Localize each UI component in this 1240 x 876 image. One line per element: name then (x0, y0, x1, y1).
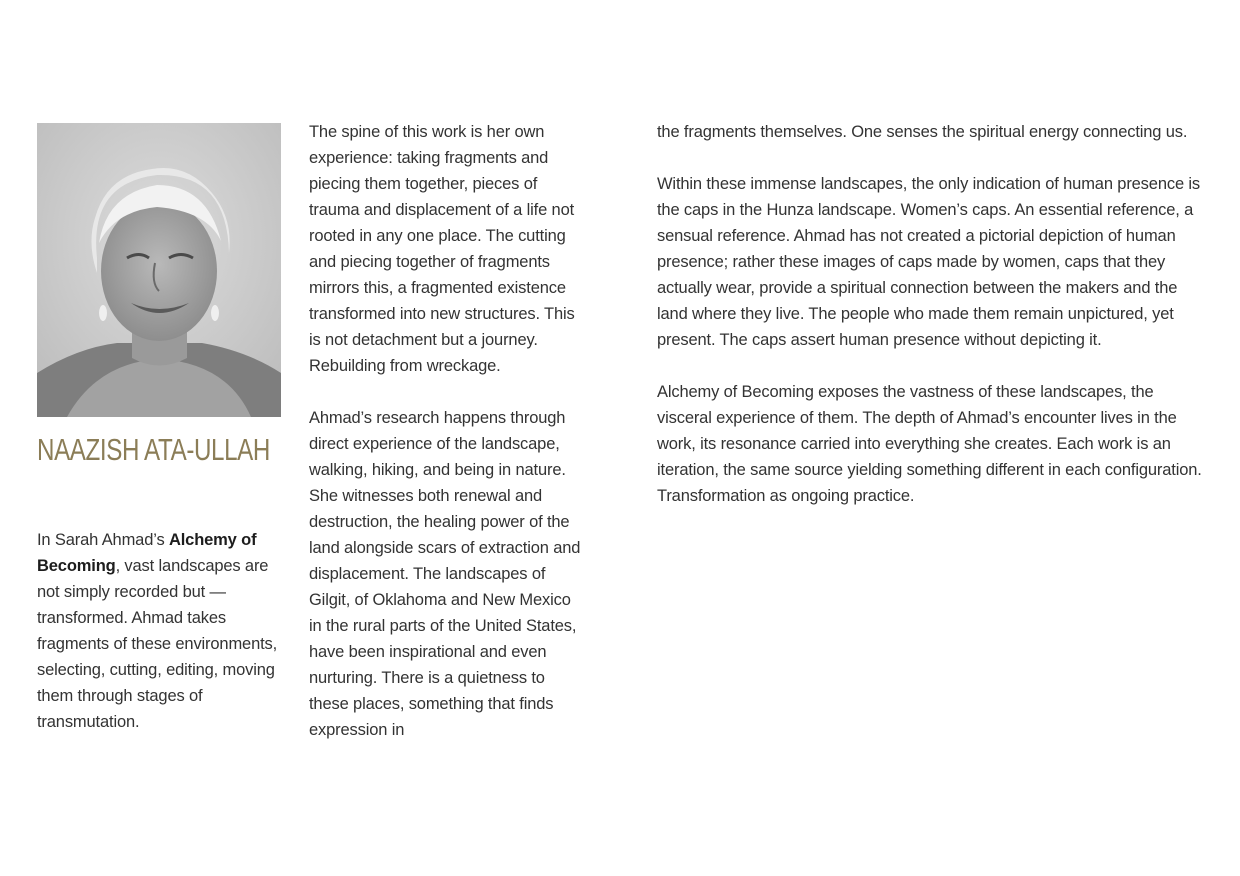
intro-text-end: , vast landscapes are not simply recorded but —transformed. Ahmad takes fragments of these environments, selecting, cutting, editing, moving them through stages of transmutation. (37, 557, 278, 731)
work-title-bold: Alchemy of Becoming (37, 531, 257, 575)
right-column (657, 119, 1205, 509)
right-paragraph-2: Within these immense landscapes, the only indication of human presence is the caps in the Hunza landscape. Women’s caps. An essential reference, a sensual reference. Ahmad has not created a pictorial depiction of human presence; rather these images of caps made by women, caps that they actually wear, provide a spiritual connection between the makers and the land where they live. The people who made them remain unpictured, yet present. The caps assert human presence without depicting it. (657, 175, 1201, 349)
middle-paragraph-1: The spine of this work is her own experience: taking fragments and piecing them together, pieces of trauma and displacement of a life not rooted in any one place. The cutting and piecing together of fragments mirrors this, a fragmented existence transformed into new structures. This is not detachment but a journey. Rebuilding from wreckage. (309, 123, 575, 375)
intro-paragraph (37, 527, 283, 735)
author-portrait-photo (37, 123, 281, 417)
right-paragraph-3: Alchemy of Becoming exposes the vastness of these landscapes, the visceral experience of them. The depth of Ahmad’s encounter lives in the work, its resonance carried into everything she creates. Each work is an iteration, the same source yielding something different in each configuration. Transformation as ongoing practice. (657, 383, 1202, 505)
middle-paragraph-2: Ahmad’s research happens through direct experience of the landscape, walking, hiking, and being in nature. She witnesses both renewal and destruction, the healing power of the land alongside scars of extraction and displacement. The landscapes of Gilgit, of Oklahoma and New Mexico in the rural parts of the United States, have been inspirational and even nurturing. There is a quietness to these places, something that finds expression in (309, 409, 581, 739)
author-name: NAAZISH ATA-ULLAH (37, 432, 270, 467)
intro-text-start: In Sarah Ahmad’s (37, 531, 169, 549)
portrait-image (37, 123, 281, 417)
intro-column (37, 527, 283, 735)
middle-column (309, 119, 583, 743)
right-paragraph-1: the fragments themselves. One senses the spiritual energy connecting us. (657, 123, 1188, 141)
